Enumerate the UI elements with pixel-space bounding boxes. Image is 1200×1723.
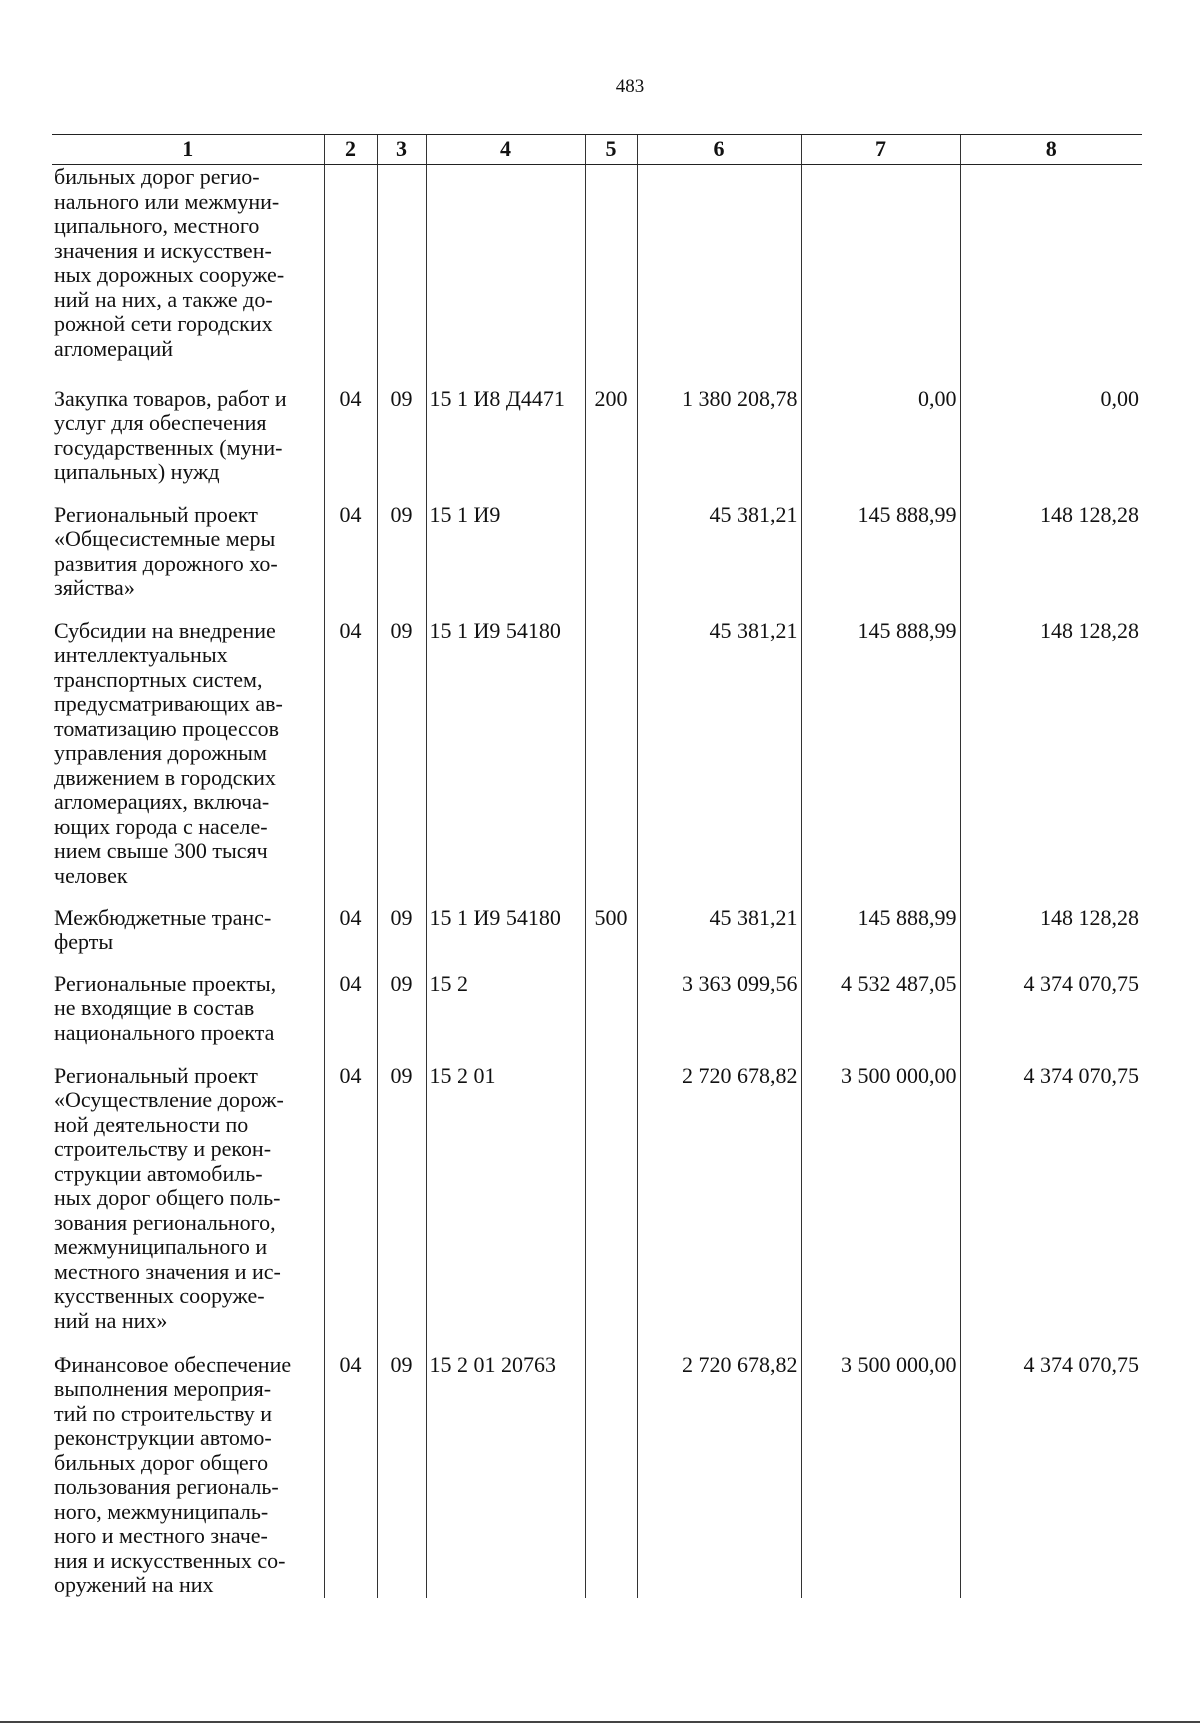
cell-expense-type (585, 1353, 637, 1598)
cell-amount-col8: 4 374 070,75 (960, 972, 1142, 1064)
cell-amount-col8: 4 374 070,75 (960, 1064, 1142, 1353)
cell-section: 04 (324, 1064, 377, 1353)
cell-subsection: 09 (377, 503, 426, 619)
cell-expense-type: 200 (585, 387, 637, 503)
cell-expense-type: 500 (585, 906, 637, 972)
budget-table-container (52, 134, 1142, 1598)
cell-amount-col7: 3 500 000,00 (801, 1353, 960, 1598)
table-body (52, 165, 1142, 1598)
cell-section: 04 (324, 972, 377, 1064)
cell-target-code: 15 1 И8 Д4471 (426, 387, 585, 503)
cell-amount-col8: 148 128,28 (960, 619, 1142, 906)
cell-amount-col6: 45 381,21 (637, 619, 801, 906)
column-header: 1 (52, 135, 324, 165)
cell-amount-col8: 0,00 (960, 387, 1142, 503)
cell-amount-col7: 4 532 487,05 (801, 972, 960, 1064)
cell-section: 04 (324, 387, 377, 503)
cell-amount-col8: 4 374 070,75 (960, 1353, 1142, 1598)
cell-expense-type (585, 503, 637, 619)
table-row (52, 503, 1142, 619)
cell-amount-col6: 3 363 099,56 (637, 972, 801, 1064)
table-row (52, 906, 1142, 972)
table-row (52, 1353, 1142, 1598)
budget-table (52, 134, 1142, 1598)
column-header: 5 (585, 135, 637, 165)
cell-target-code: 15 1 И9 54180 (426, 906, 585, 972)
cell-amount-col6: 1 380 208,78 (637, 387, 801, 503)
cell-section: 04 (324, 906, 377, 972)
column-header: 6 (637, 135, 801, 165)
cell-amount-col6: 2 720 678,82 (637, 1064, 801, 1353)
cell-amount-col7: 145 888,99 (801, 906, 960, 972)
cell-subsection: 09 (377, 972, 426, 1064)
cell-amount-col6: 2 720 678,82 (637, 1353, 801, 1598)
cell-description: Закупка товаров, работ и услуг для обеспечения государственных (муни- ципальных) нужд (54, 385, 287, 484)
cell-amount-col7 (801, 165, 960, 387)
cell-target-code: 15 1 И9 54180 (426, 619, 585, 906)
cell-subsection: 09 (377, 1064, 426, 1353)
table-row (52, 387, 1142, 503)
cell-description: Региональный проект «Осуществление дорож- ной деятельности по строительству и рекон- струкции автомобиль- ных дорог общего поль- зования регионального, межмуниципального и местного значения и ис- кусственных сооруже- ний на них» (54, 1062, 284, 1333)
cell-section: 04 (324, 619, 377, 906)
column-header: 7 (801, 135, 960, 165)
cell-target-code: 15 1 И9 (426, 503, 585, 619)
page-number: 483 (615, 76, 645, 97)
cell-expense-type (585, 1064, 637, 1353)
cell-description: Субсидии на внедрение интеллектуальных транспортных систем, предусматривающих ав- томатизацию процессов управления дорожным движением в городских агломерациях, включа- ющих города с населе- нием свыше 300 тысяч человек (54, 617, 283, 888)
table-row (52, 165, 1142, 387)
column-header: 8 (960, 135, 1142, 165)
cell-subsection: 09 (377, 906, 426, 972)
cell-description: бильных дорог регио- нального или межмуни- ципального, местного значения и искусствен- ных дорожных сооруже- ний на них, а также до- рожной сети городских агломераций (54, 164, 285, 361)
table-row (52, 972, 1142, 1064)
cell-description: Региональные проекты, не входящие в состав национального проекта (54, 970, 277, 1045)
cell-section: 04 (324, 503, 377, 619)
cell-amount-col8 (960, 165, 1142, 387)
cell-section: 04 (324, 1353, 377, 1598)
cell-section (324, 165, 377, 387)
cell-description: Финансовое обеспечение выполнения мероприя- тий по строительству и реконструкции автомо- бильных дорог общего пользования региональ- ного, межмуниципаль- ного и местного значе- ния и искусственных со- оружений на них (54, 1351, 292, 1597)
cell-amount-col7: 0,00 (801, 387, 960, 503)
cell-subsection: 09 (377, 619, 426, 906)
cell-expense-type (585, 165, 637, 387)
cell-amount-col6: 45 381,21 (637, 906, 801, 972)
cell-target-code: 15 2 (426, 972, 585, 1064)
cell-target-code (426, 165, 585, 387)
cell-amount-col7: 3 500 000,00 (801, 1064, 960, 1353)
column-header: 4 (426, 135, 585, 165)
cell-subsection (377, 165, 426, 387)
cell-amount-col8: 148 128,28 (960, 906, 1142, 972)
table-row (52, 619, 1142, 906)
cell-subsection: 09 (377, 1353, 426, 1598)
cell-amount-col6 (637, 165, 801, 387)
cell-target-code: 15 2 01 20763 (426, 1353, 585, 1598)
cell-subsection: 09 (377, 387, 426, 503)
cell-description: Межбюджетные транс- ферты (54, 904, 272, 954)
cell-expense-type (585, 619, 637, 906)
cell-expense-type (585, 972, 637, 1064)
cell-description: Региональный проект «Общесистемные меры развития дорожного хо- зяйства» (54, 501, 278, 600)
column-header: 3 (377, 135, 426, 165)
cell-amount-col6: 45 381,21 (637, 503, 801, 619)
table-row (52, 1064, 1142, 1353)
cell-amount-col7: 145 888,99 (801, 619, 960, 906)
table-header-row (52, 135, 1142, 165)
cell-amount-col7: 145 888,99 (801, 503, 960, 619)
cell-target-code: 15 2 01 (426, 1064, 585, 1353)
cell-amount-col8: 148 128,28 (960, 503, 1142, 619)
column-header: 2 (324, 135, 377, 165)
